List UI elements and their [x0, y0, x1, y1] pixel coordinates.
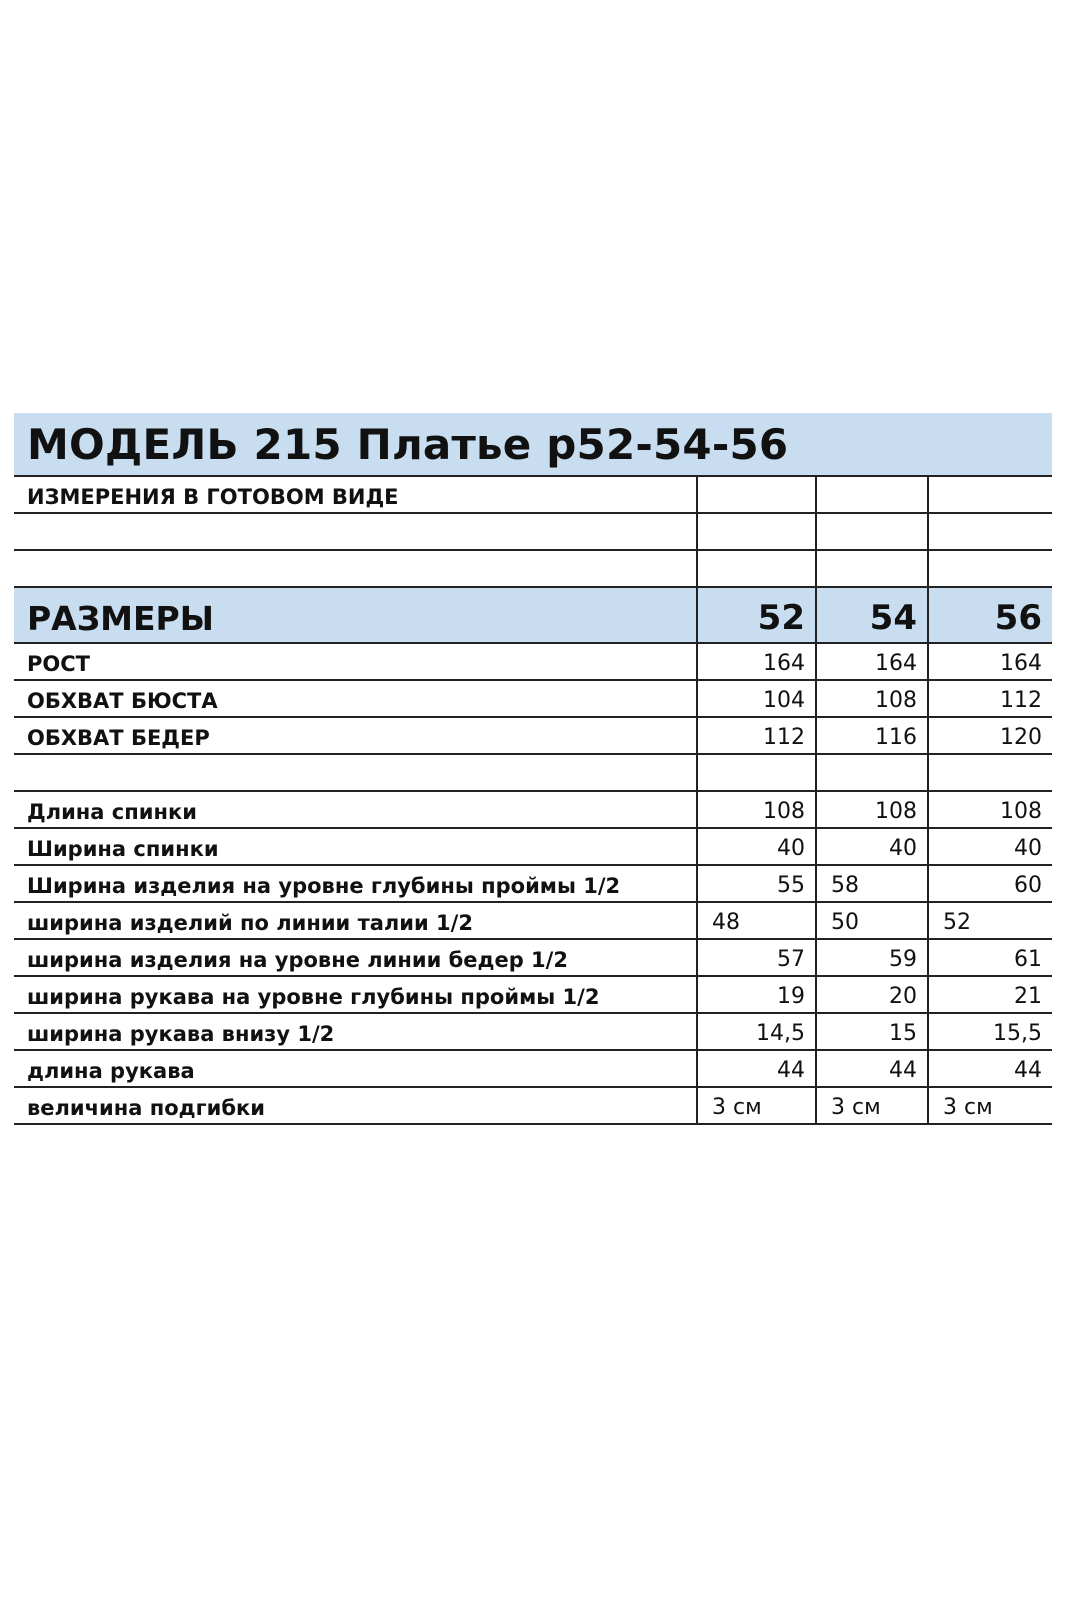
- cell-value: 40: [816, 828, 928, 865]
- table-row: [14, 939, 1052, 976]
- empty-row: [14, 754, 1052, 791]
- cell-value: 44: [697, 1050, 816, 1087]
- row-label: ширина изделий по линии талии 1/2: [14, 902, 697, 939]
- table-row: [14, 680, 1052, 717]
- size-header: 56: [928, 587, 1052, 643]
- cell-value: 3 см: [928, 1087, 1052, 1124]
- cell-value: 15,5: [928, 1013, 1052, 1050]
- cell-value: 108: [697, 791, 816, 828]
- cell-value: 57: [697, 939, 816, 976]
- cell-value: 108: [928, 791, 1052, 828]
- cell-value: 108: [816, 680, 928, 717]
- cell-value: 44: [928, 1050, 1052, 1087]
- cell-value: 40: [697, 828, 816, 865]
- cell-value: 164: [816, 643, 928, 680]
- cell-value: 108: [816, 791, 928, 828]
- row-label: Ширина изделия на уровне глубины проймы 1/2: [14, 865, 697, 902]
- table-row: [14, 828, 1052, 865]
- cell-value: 15: [816, 1013, 928, 1050]
- cell-value: 164: [928, 643, 1052, 680]
- table-row: [14, 1087, 1052, 1124]
- table-row: [14, 865, 1052, 902]
- row-label: ширина рукава на уровне глубины проймы 1/2: [14, 976, 697, 1013]
- cell-value: 44: [816, 1050, 928, 1087]
- cell-value: 112: [697, 717, 816, 754]
- row-label: Длина спинки: [14, 791, 697, 828]
- measurements-table: [14, 475, 1052, 1125]
- sizes-header-row: [14, 587, 1052, 643]
- cell-value: 116: [816, 717, 928, 754]
- cell-value: 20: [816, 976, 928, 1013]
- row-label: ширина изделия на уровне линии бедер 1/2: [14, 939, 697, 976]
- row-label: ОБХВАТ БЕДЕР: [14, 717, 697, 754]
- cell-value: 21: [928, 976, 1052, 1013]
- cell-value: 104: [697, 680, 816, 717]
- cell-value: 58: [816, 865, 928, 902]
- row-label: длина рукава: [14, 1050, 697, 1087]
- cell-value: 48: [697, 902, 816, 939]
- cell-value: 61: [928, 939, 1052, 976]
- cell-value: 19: [697, 976, 816, 1013]
- row-label: ширина рукава внизу 1/2: [14, 1013, 697, 1050]
- table-row: [14, 476, 1052, 513]
- table-row: [14, 976, 1052, 1013]
- table-row: [14, 902, 1052, 939]
- cell-value: 14,5: [697, 1013, 816, 1050]
- cell-value: 120: [928, 717, 1052, 754]
- row-label: Ширина спинки: [14, 828, 697, 865]
- empty-row: [14, 550, 1052, 587]
- cell-value: 60: [928, 865, 1052, 902]
- size-chart: [14, 413, 1052, 1125]
- cell-value: 59: [816, 939, 928, 976]
- sizes-label: РАЗМЕРЫ: [14, 587, 697, 643]
- subtitle: ИЗМЕРЕНИЯ В ГОТОВОМ ВИДЕ: [14, 476, 697, 513]
- table-row: [14, 1050, 1052, 1087]
- table-row: [14, 791, 1052, 828]
- table-row: [14, 1013, 1052, 1050]
- cell-value: 3 см: [816, 1087, 928, 1124]
- row-label: ОБХВАТ БЮСТА: [14, 680, 697, 717]
- table-row: [14, 717, 1052, 754]
- table-row: [14, 643, 1052, 680]
- model-title: МОДЕЛЬ 215 Платье р52-54-56: [14, 413, 1052, 475]
- cell-value: 52: [928, 902, 1052, 939]
- size-header: 52: [697, 587, 816, 643]
- row-label: РОСТ: [14, 643, 697, 680]
- empty-row: [14, 513, 1052, 550]
- size-header: 54: [816, 587, 928, 643]
- cell-value: 40: [928, 828, 1052, 865]
- cell-value: 55: [697, 865, 816, 902]
- cell-value: 112: [928, 680, 1052, 717]
- cell-value: 164: [697, 643, 816, 680]
- cell-value: 3 см: [697, 1087, 816, 1124]
- cell-value: 50: [816, 902, 928, 939]
- row-label: величина подгибки: [14, 1087, 697, 1124]
